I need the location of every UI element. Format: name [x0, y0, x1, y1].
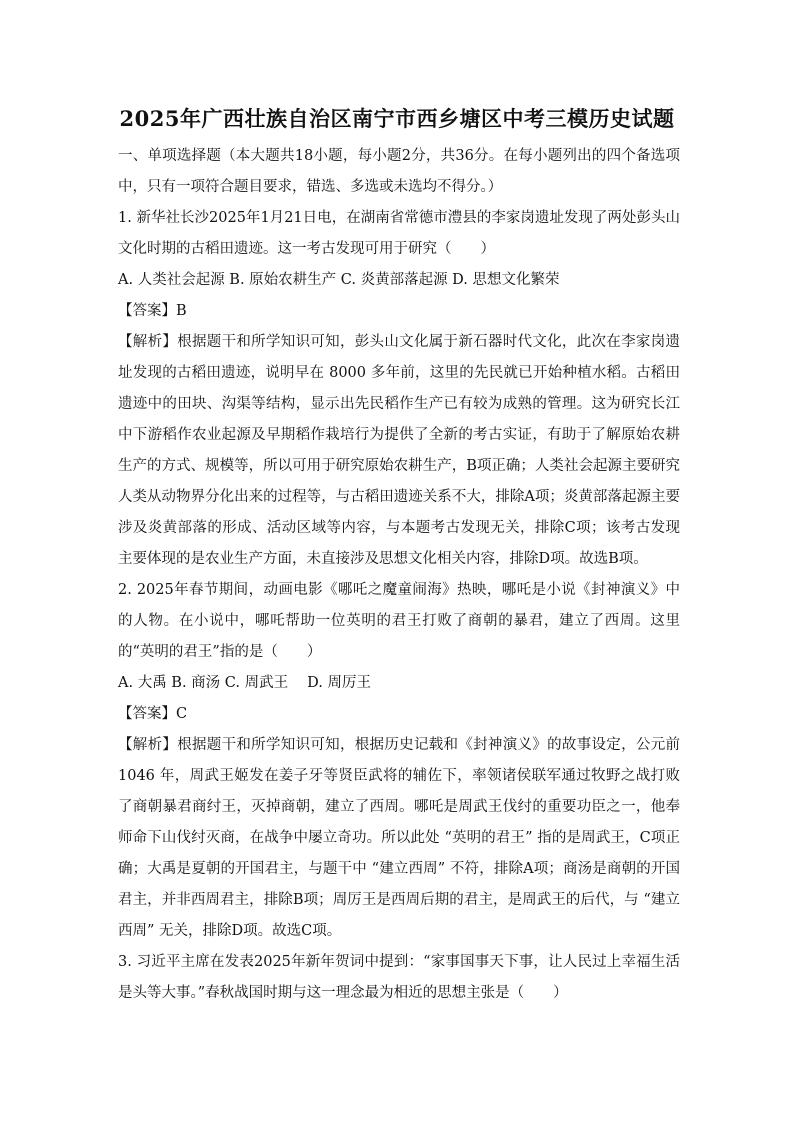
question-2-options: A. 大禹 B. 商汤 C. 周武王 D. 周厉王	[118, 675, 372, 691]
document-title: 2025年广西壮族自治区南宁市西乡塘区中考三模历史试题	[119, 106, 675, 131]
question-1-analysis: 【解析】根据题干和所学知识可知，彭头山文化属于新石器时代文化，此次在李家岗遗址发现的古稻田遗迹，说明早在 8000 多年前，这里的先民就已开始种植水稻。古稻田遗迹中的田块、沟渠等结构，显示出先民稻作生产已有较为成熟的管理。这为研究长江中下游稻作农业起源及早期稻作栽培行为提供了全新的考古实证，有助于了解原始农耕生产的方式、规模等，所以可用于研究原始农耕生产，B项正确；人类社会起源主要研究人类从动物界分化出来的过程等，与古稻田遗迹关系不大，排除A项；炎黄部落起源主要涉及炎黄部落的形成、活动区域等内容，与本题考古发现无关，排除C项；该考古发现主要体现的是农业生产方面，未直接涉及思想文化相关内容，排除D项。故选B项。	[118, 334, 680, 567]
question-2-answer: 【答案】C	[118, 706, 188, 722]
question-1-stem: 1. 新华社长沙2025年1月21日电，在湖南省常德市澧县的李家岗遗址发现了两处彭头山文化时期的古稻田遗迹。这一考古发现可用于研究（ ）	[118, 210, 680, 257]
section-header: 一、单项选择题（本大题共18小题，每小题2分，共36分。在每小题列出的四个备选项中，只有一项符合题目要求，错选、多选或未选均不得分。）	[118, 148, 680, 195]
question-2-analysis: 【解析】根据题干和所学知识可知，根据历史记载和《封神演义》的故事设定，公元前 1046 年，周武王姬发在姜子牙等贤臣武将的辅佐下，率领诸侯联军通过牧野之战打败了商朝暴君商纣王，灭掉商朝，建立了西周。哪吒是周武王伐纣的重要功臣之一，他奉师命下山伐纣灭商，在战争中屡立奇功。所以此处 “英明的君王” 指的是周武王，C项正确；大禹是夏朝的开国君主，与题干中 “建立西周” 不符，排除A项；商汤是商朝的开国君主，并非西周君主，排除B项；周厉王是西周后期的君主，是周武王的后代，与 “建立西周” 无关，排除D项。故选C项。	[118, 737, 680, 939]
document-body	[118, 141, 680, 1009]
question-1-answer: 【答案】B	[118, 303, 187, 319]
question-3-stem: 3. 习近平主席在发表2025年新年贺词中提到：“家事国事天下事，让人民过上幸福生活是头等大事。”春秋战国时期与这一理念最为相近的思想主张是（ ）	[118, 954, 680, 1001]
question-1-options: A. 人类社会起源 B. 原始农耕生产 C. 炎黄部落起源 D. 思想文化繁荣	[118, 272, 560, 288]
question-2-stem: 2. 2025年春节期间，动画电影《哪吒之魔童闹海》热映，哪吒是小说《封神演义》中的人物。在小说中，哪吒帮助一位英明的君王打败了商朝的暴君，建立了西周。这里的“英明的君王”指的是（ ）	[118, 582, 680, 660]
